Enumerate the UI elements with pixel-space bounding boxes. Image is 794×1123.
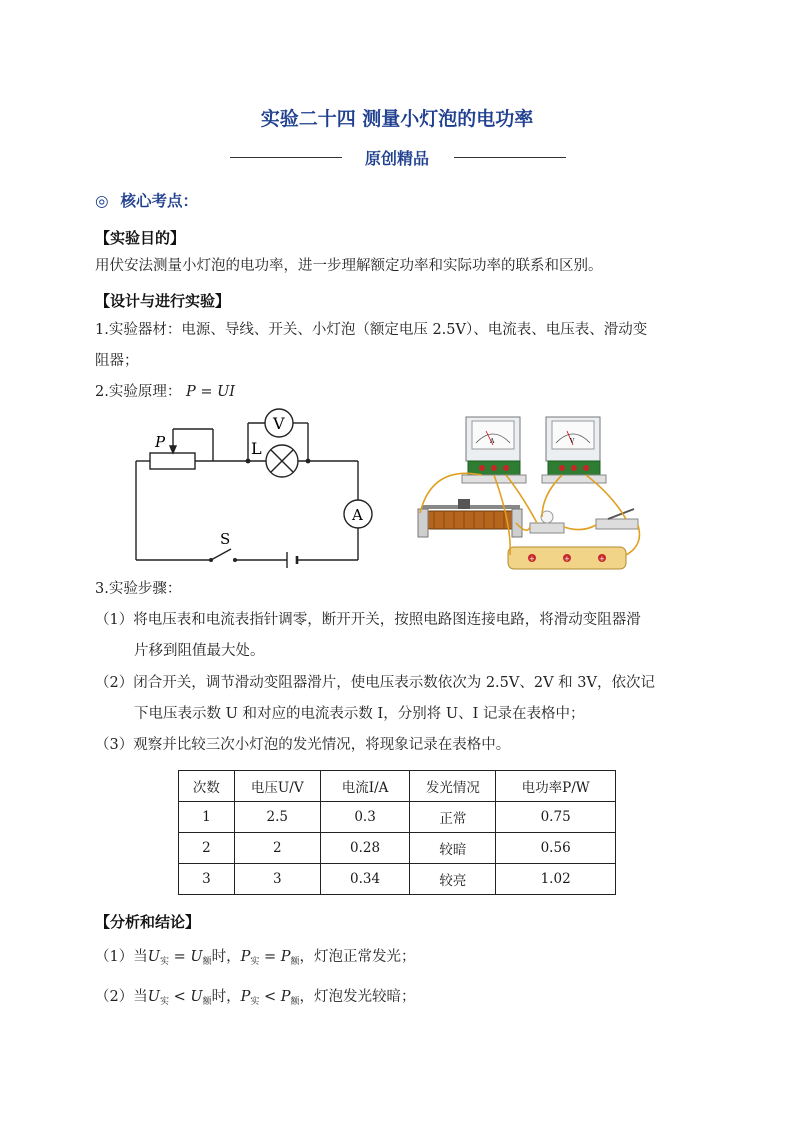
steps-heading: 3.实验步骤： [95,581,182,597]
subtitle: 原创精品 [364,149,429,168]
table-cell: 2 [179,833,235,864]
table-header: 电功率P/W [496,771,616,802]
page-title: 实验二十四 测量小灯泡的电功率 [260,108,534,130]
battery-terminal-mark-2: + [564,555,570,563]
purpose-heading: 【实验目的】 [95,229,186,247]
table-cell: 3 [234,864,320,895]
conclusion-2 [95,982,416,1017]
data-table [178,770,616,895]
symbol-p: P [280,989,291,1005]
table-cell: 2.5 [234,802,320,833]
symbol-p: P [240,989,251,1005]
table-cell: 正常 [410,802,496,833]
table-cell: 0.3 [320,802,410,833]
subscript: 实 [250,997,260,1007]
table-row [179,802,616,833]
symbol-p: P [280,949,291,965]
principle-formula: P = UI [185,384,236,400]
ammeter-label: A [352,506,363,524]
operator: < [264,989,277,1005]
subscript: 额 [290,957,300,967]
voltmeter-label: V [273,414,285,433]
table-cell: 1.02 [496,864,616,895]
subscript: 额 [290,997,300,1007]
table-cell: 0.56 [496,833,616,864]
bullet-icon: ◎ [95,192,109,210]
table-cell: 3 [179,864,235,895]
step-2-line-2: 下电压表示数 U 和对应的电流表示数 I，分别将 U、I 记录在表格中； [134,706,585,722]
apparatus-illustration [412,415,644,575]
conclusion-2-tail: ，灯泡发光较暗； [299,989,416,1005]
core-points-heading [95,189,198,211]
rheostat-slider-label: P [155,433,166,451]
table-header-row [179,771,616,802]
table-cell: 0.28 [320,833,410,864]
design-heading: 【设计与进行实验】 [95,292,231,310]
switch-device [596,509,638,529]
conclusion-2-prefix: （2）当 [95,989,148,1005]
ammeter-face-mark: A [490,438,495,445]
subscript: 额 [202,997,212,1007]
step-2-line-1: （2）闭合开关，调节滑动变阻器滑片，使电压表示数依次为 2.5V、2V 和 3V，依次记 [95,675,655,691]
step-3-line: （3）观察并比较三次小灯泡的发光情况，将现象记录在表格中。 [95,737,511,753]
table-cell: 较暗 [410,833,496,864]
symbol-p: P [240,949,251,965]
subtitle-left-rule [230,157,342,158]
subscript: 实 [250,957,260,967]
voltmeter-face-mark: V [570,438,575,445]
table-cell: 0.75 [496,802,616,833]
step-1-line-2: 片移到阻值最大处。 [134,643,265,659]
conclusion-1-tail: ，灯泡正常发光； [299,949,416,965]
equipment-line-2: 阻器； [95,353,139,369]
switch-label: S [220,530,231,548]
table-header: 电流I/A [320,771,410,802]
battery-terminal-mark-3: + [599,555,605,563]
table-header: 次数 [179,771,235,802]
analysis-heading: 【分析和结论】 [95,913,201,931]
table-cell: 2 [234,833,320,864]
principle-label: 2.实验原理： [95,384,182,400]
voltmeter-device [542,417,606,483]
table-cell: 1 [179,802,235,833]
subscript: 实 [159,997,169,1007]
table-header: 电压U/V [234,771,320,802]
symbol-u: U [147,949,160,965]
operator: = [173,949,186,965]
symbol-u: U [190,949,203,965]
lamp-holder-device [530,511,564,533]
table-row [179,833,616,864]
purpose-text: 用伏安法测量小灯泡的电功率，进一步理解额定功率和实际功率的联系和区别。 [95,258,603,274]
subscript: 额 [202,957,212,967]
principle-line [95,377,235,407]
conclusion-2-mid: 时， [211,989,241,1005]
lamp-label: L [251,439,262,458]
conclusion-1-mid: 时， [211,949,241,965]
subscript: 实 [159,957,169,967]
table-cell: 较亮 [410,864,496,895]
equipment-line-1: 1.实验器材：电源、导线、开关、小灯泡（额定电压 2.5V）、电流表、电压表、滑动变 [95,322,648,338]
core-points-label: 核心考点： [120,192,199,210]
table-cell: 0.34 [320,864,410,895]
table-header: 发光情况 [410,771,496,802]
symbol-u: U [147,989,160,1005]
circuit-diagram [125,405,375,575]
symbol-u: U [190,989,203,1005]
subtitle-right-rule [454,157,566,158]
operator: = [264,949,277,965]
battery-pack-device [508,547,626,569]
battery-terminal-mark-1: + [529,555,535,563]
operator: < [173,989,186,1005]
table-row [179,864,616,895]
conclusion-1 [95,942,416,977]
step-1-line-1: （1）将电压表和电流表指针调零，断开开关，按照电路图连接电路，将滑动变阻器滑 [95,612,641,628]
conclusion-1-prefix: （1）当 [95,949,148,965]
